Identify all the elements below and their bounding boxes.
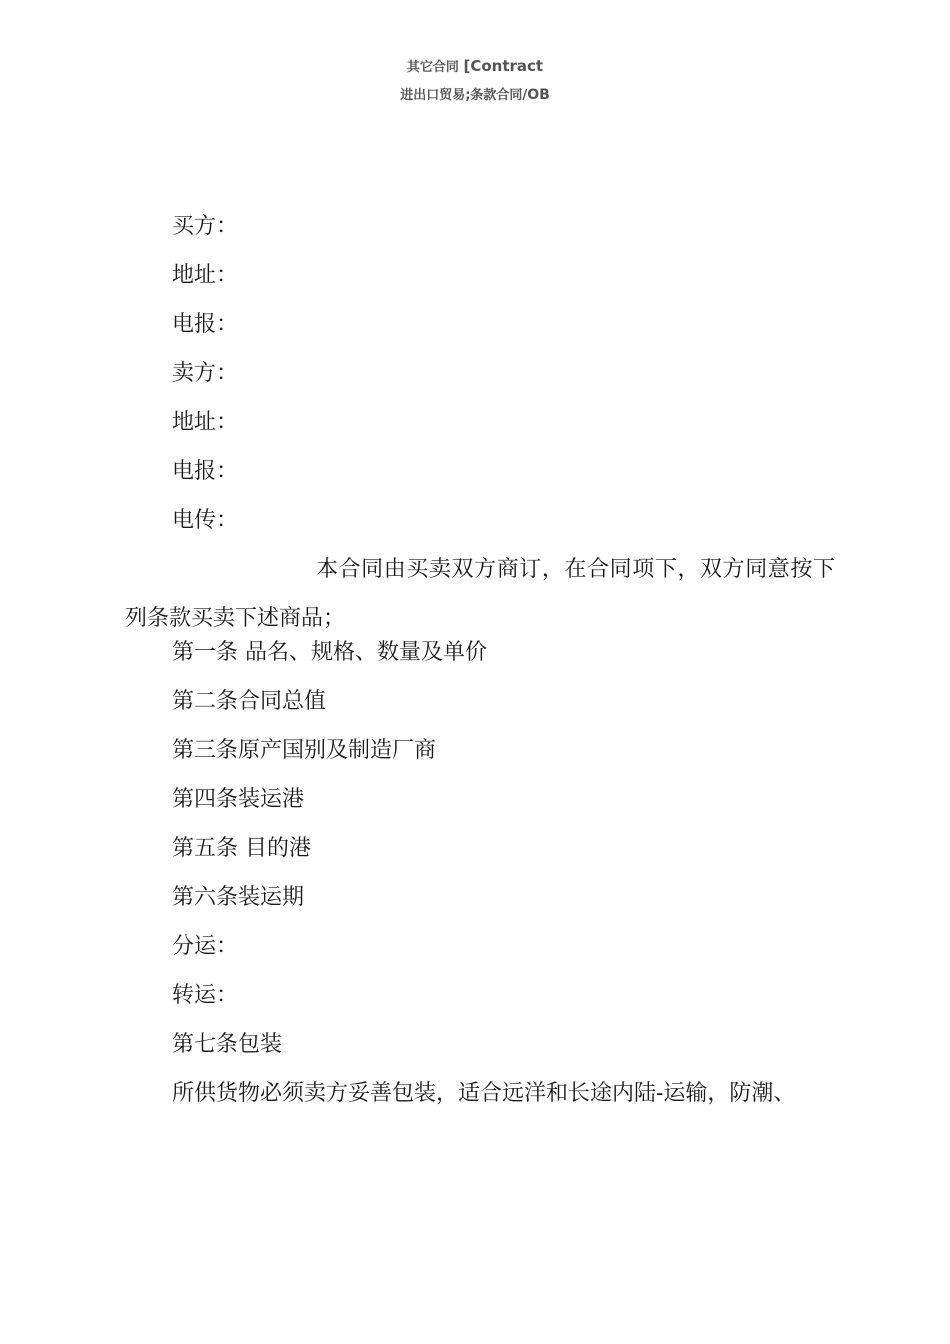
seller-telex-label: 电传： <box>172 508 239 533</box>
header-category-cn: 其它合同 <box>406 60 459 75</box>
clause-6-heading: 第六条装运期 <box>172 885 305 910</box>
transshipment-label: 转运： <box>172 983 239 1008</box>
seller-telegraph-label: 电报： <box>172 459 239 484</box>
header-subcategory-cn: 进出口贸易;条款合同/ <box>400 88 528 103</box>
buyer-telegraph-label: 电报： <box>172 312 239 337</box>
clause-3-heading: 第三条原产国别及制造厂商 <box>172 738 437 763</box>
header-subcategory-latin: OB <box>527 87 550 103</box>
buyer-label: 买方： <box>172 214 239 239</box>
clause-1-heading: 第一条 品名、规格、数量及单价 <box>172 640 487 665</box>
partial-shipment-label: 分运： <box>172 934 239 959</box>
clause-7-heading: 第七条包装 <box>172 1032 283 1057</box>
contract-body <box>125 210 835 1126</box>
clause-2-heading: 第二条合同总值 <box>172 689 327 714</box>
header-subcategory <box>0 85 950 106</box>
header-category-latin: [Contract <box>463 57 544 75</box>
clause-4-heading: 第四条装运港 <box>172 787 305 812</box>
page-header <box>0 56 950 106</box>
seller-address-label: 地址： <box>172 410 239 435</box>
buyer-address-label: 地址： <box>172 263 239 288</box>
header-category <box>0 56 950 76</box>
clause-5-heading: 第五条 目的港 <box>172 836 311 861</box>
intro-paragraph: 本合同由买卖双方商订，在合同项下，双方同意按下列条款买卖下述商品； <box>125 557 835 631</box>
packing-paragraph: 所供货物必须卖方妥善包装，适合远洋和长途内陆-运输，防潮、 <box>172 1081 796 1106</box>
seller-label: 卖方： <box>172 361 239 386</box>
